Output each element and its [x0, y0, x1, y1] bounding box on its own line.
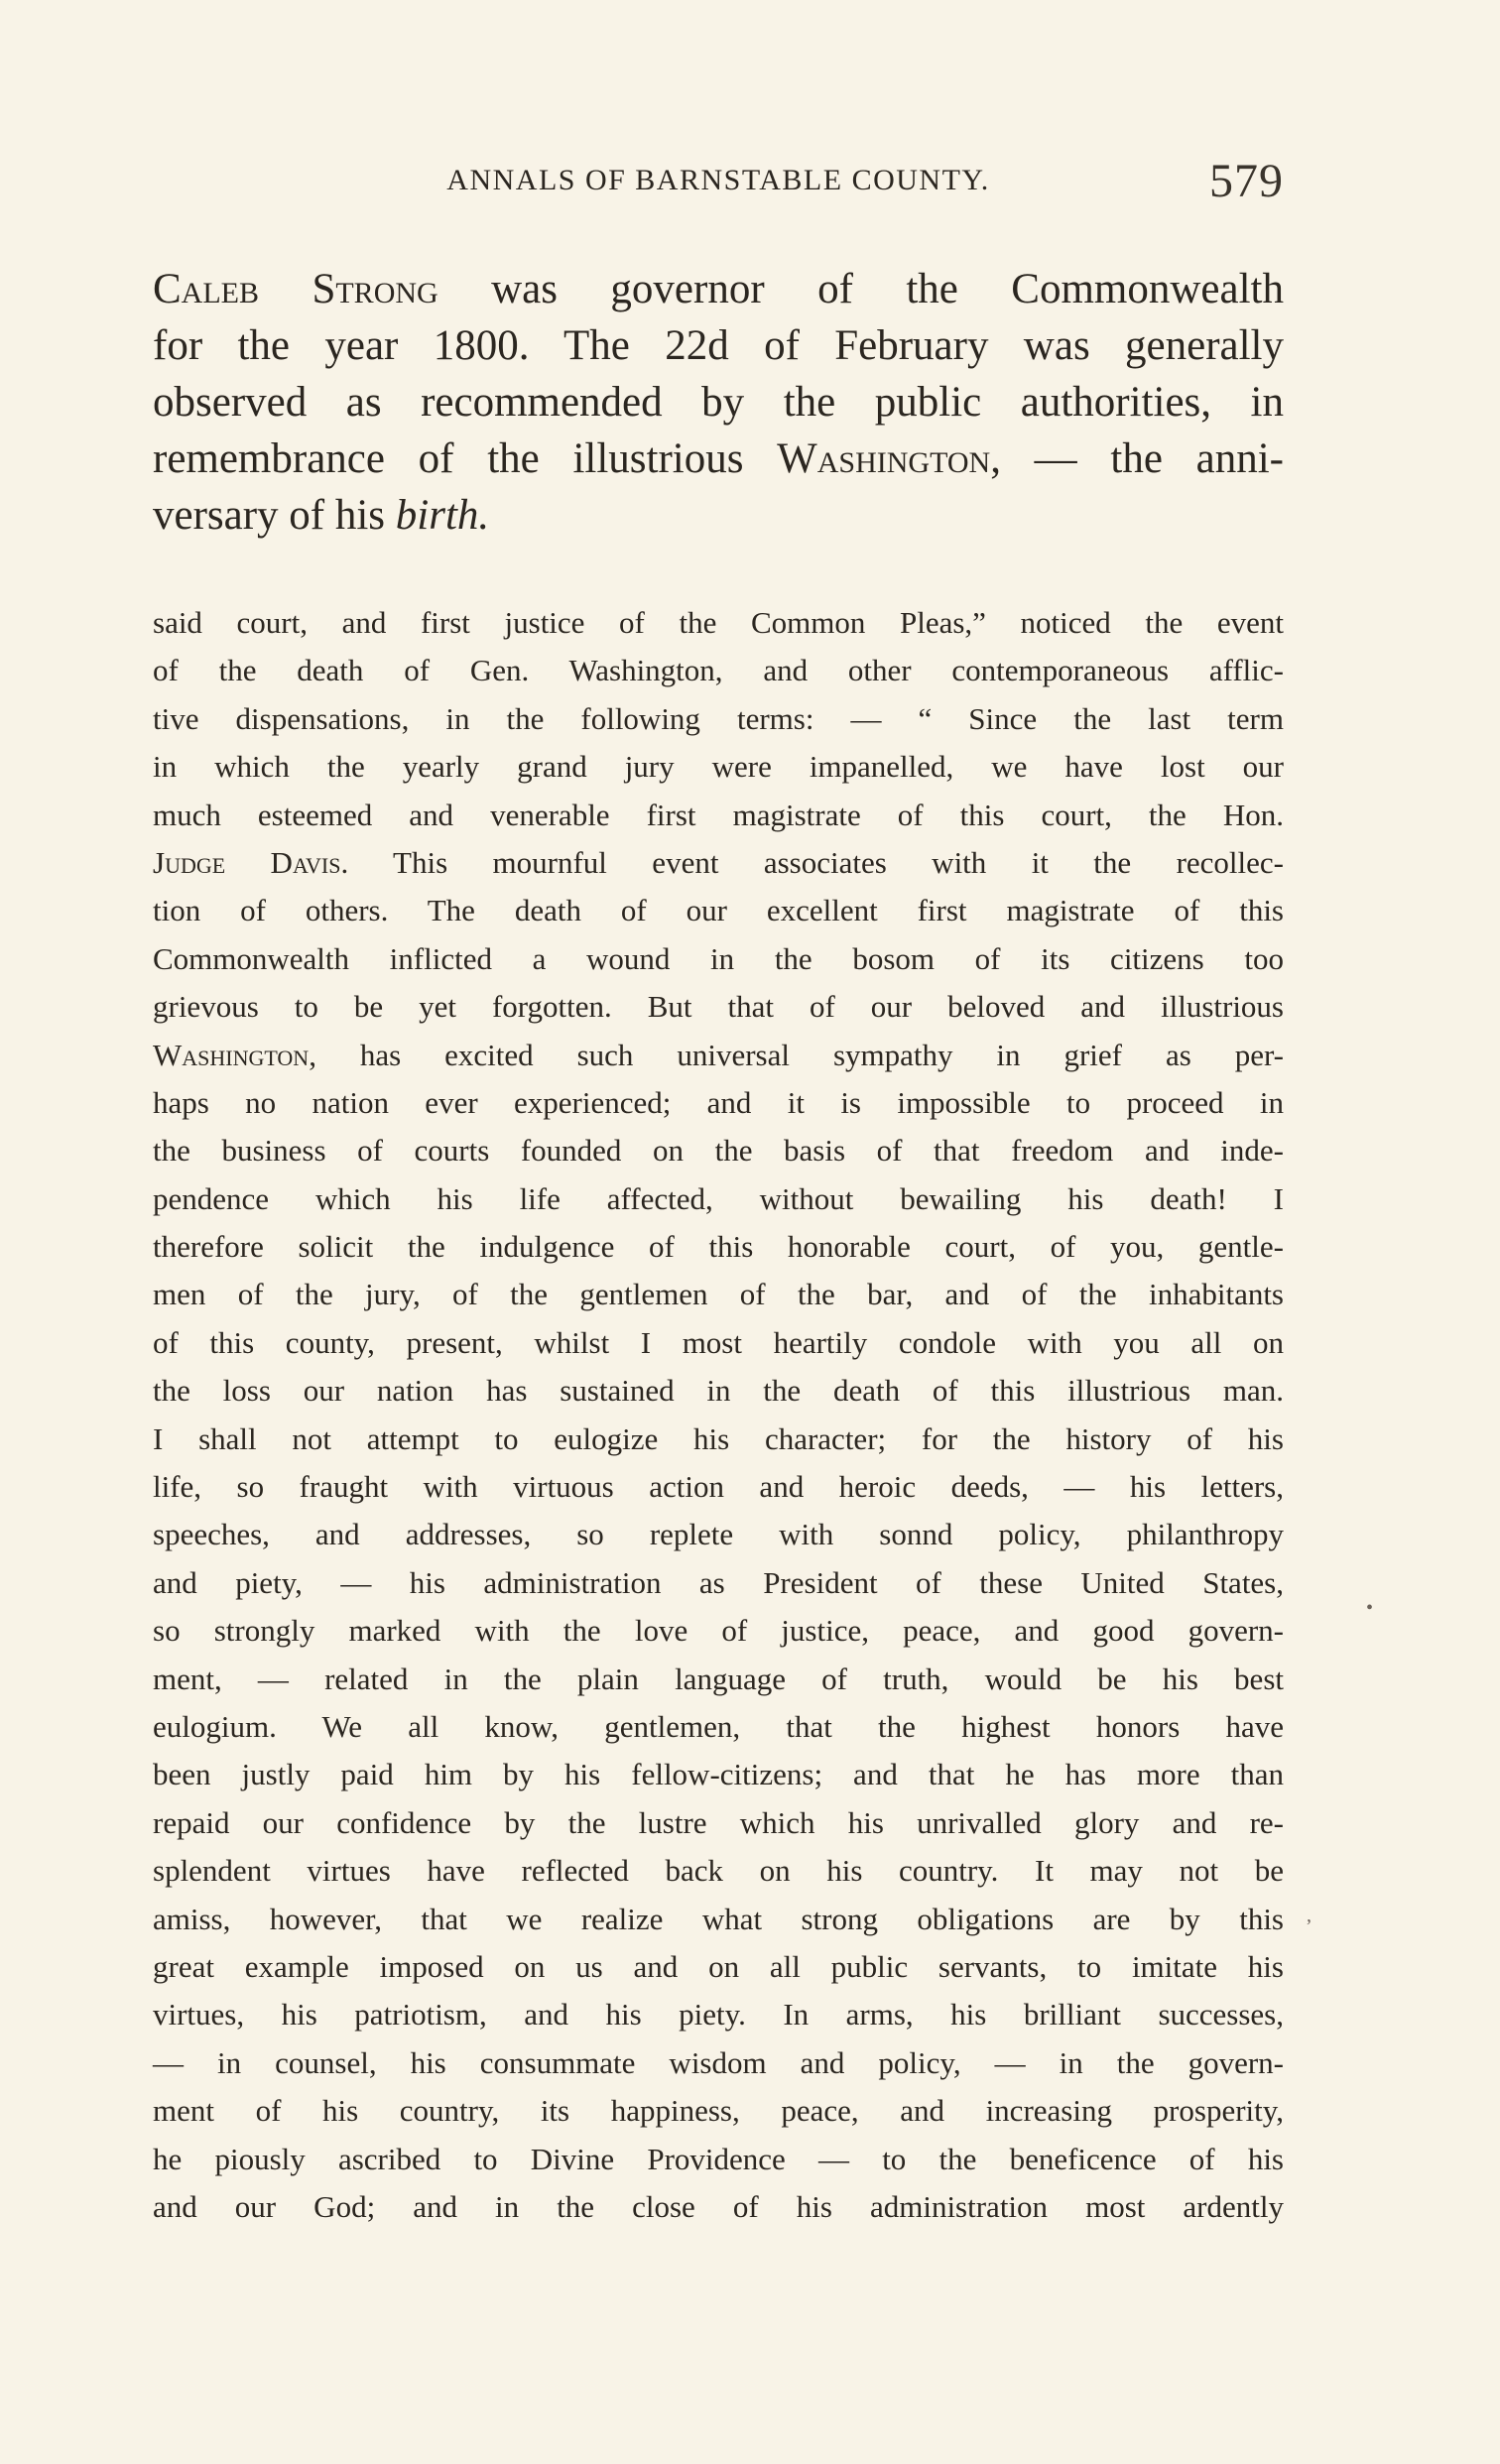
name-judge-davis: Judge Davis. — [153, 844, 349, 880]
intro-text: versary of his — [153, 492, 396, 539]
page-number: 579 — [1209, 155, 1284, 207]
margin-mark: • — [1366, 1597, 1374, 1619]
intro-text: — the anni- — [1000, 435, 1284, 482]
body-text: has excited such universal sympathy in grief as per- — [315, 1037, 1284, 1072]
intro-line — [153, 431, 1284, 487]
body-line: great example imposed on us and on all public servants, to imitate his — [153, 1948, 1284, 1984]
body-line: of this county, present, whilst I most heartily condole with you all on — [153, 1324, 1284, 1360]
body-line: and piety, — his administration as President of these United States, — [153, 1564, 1284, 1600]
body-line: of the death of Gen. Washington, and other contemporaneous afflic- — [153, 653, 1284, 688]
intro-line — [153, 261, 1284, 317]
body-line — [153, 839, 1284, 887]
body-line: splendent virtues have reflected back on his country. It may not be — [153, 1853, 1284, 1889]
quoted-address — [153, 599, 1284, 2231]
body-line: virtues, his patriotism, and his piety. In arms, his brilliant successes, — [153, 1997, 1284, 2033]
body-line: amiss, however, that we realize what strong obligations are by this — [153, 1901, 1284, 1936]
name-caleb-strong: Caleb Strong — [153, 266, 438, 312]
italic-birth: birth. — [395, 492, 490, 539]
body-line: therefore solicit the indulgence of this honorable court, of you, gentle- — [153, 1229, 1284, 1265]
intro-line: observed as recommended by the public authorities, in — [153, 379, 1284, 426]
body-line: speeches, and addresses, so replete with sonnd policy, philanthropy — [153, 1517, 1284, 1552]
body-line — [153, 1032, 1284, 1079]
body-line: ment of his country, its happiness, peace, and increasing prosperity, — [153, 2093, 1284, 2129]
body-line: and our God; and in the close of his administration most ardently — [153, 2188, 1284, 2224]
body-line: life, so fraught with virtuous action and heroic deeds, — his letters, — [153, 1469, 1284, 1505]
running-title: ANNALS OF BARNSTABLE COUNTY. — [446, 164, 990, 196]
body-line: been justly paid him by his fellow-citizens; and that he has more than — [153, 1757, 1284, 1792]
body-line: repaid our confidence by the lustre which his unrivalled glory and re- — [153, 1804, 1284, 1840]
body-line: pendence which his life affected, without bewailing his death! I — [153, 1180, 1284, 1216]
body-line: haps no nation ever experienced; and it is impossible to proceed in — [153, 1084, 1284, 1120]
body-line: men of the jury, of the gentlemen of the bar, and of the inhabitants — [153, 1277, 1284, 1312]
body-line: he piously ascribed to Divine Providence — to the beneficence of his — [153, 2141, 1284, 2176]
body-text: This mournful event associates with it the recollec- — [348, 844, 1284, 880]
body-line: I shall not attempt to eulogize his character; for the history of his — [153, 1420, 1284, 1456]
body-line: ment, — related in the plain language of truth, would be his best — [153, 1661, 1284, 1696]
intro-line — [153, 487, 1284, 544]
intro-line: for the year 1800. The 22d of February was generally — [153, 322, 1284, 369]
body-line: eulogium. We all know, gentlemen, that the highest honors have — [153, 1708, 1284, 1744]
body-line: grievous to be yet forgotten. But that of our beloved and illustrious — [153, 989, 1284, 1025]
body-line: tive dispensations, in the following terms: — “ Since the last term — [153, 700, 1284, 736]
body-line: so strongly marked with the love of justice, peace, and good govern- — [153, 1613, 1284, 1649]
body-line: Commonwealth inflicted a wound in the bosom of its citizens too — [153, 940, 1284, 976]
body-line: — in counsel, his consummate wisdom and policy, — in the govern- — [153, 2044, 1284, 2080]
body-line: the loss our nation has sustained in the death of this illustrious man. — [153, 1373, 1284, 1409]
intro-text: remembrance of the illustrious — [153, 435, 778, 482]
name-washington: Washington, — [153, 1037, 316, 1072]
body-line: in which the yearly grand jury were impanelled, we have lost our — [153, 749, 1284, 785]
running-header — [153, 155, 1284, 213]
intro-paragraph — [153, 261, 1284, 544]
name-washington: Washington, — [777, 435, 1001, 482]
margin-mark: , — [1307, 1905, 1312, 1926]
intro-text: was governor of the Commonwealth — [438, 266, 1284, 312]
body-line: much esteemed and venerable first magistrate of this court, the Hon. — [153, 797, 1284, 832]
body-line: tion of others. The death of our excellent first magistrate of this — [153, 893, 1284, 928]
body-line: said court, and first justice of the Common Pleas,” noticed the event — [153, 605, 1284, 640]
body-line: the business of courts founded on the basis of that freedom and inde- — [153, 1133, 1284, 1169]
